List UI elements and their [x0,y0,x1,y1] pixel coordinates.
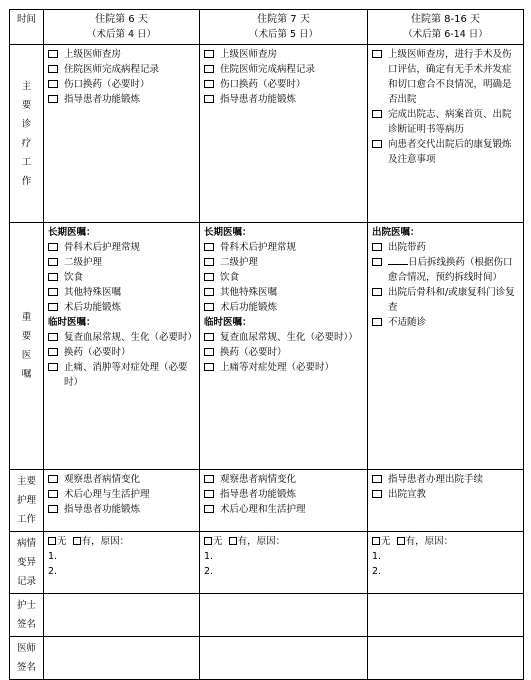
no-variation-label: 无 [381,536,391,547]
checklist-item[interactable] [48,92,195,107]
checkbox-icon[interactable] [48,490,58,498]
checklist-item[interactable] [204,502,363,517]
row-label-char: 变异 [16,557,36,568]
checkbox-icon[interactable] [372,140,382,148]
long-term-orders-heading: 长期医嘱： [48,227,96,238]
checklist-item-label: 换药（必要时） [64,347,131,358]
checklist-item-label: 上级医师查房，进行手术及伤口评估，确定有无手术并发症和切口愈合不良情况，明确是否出院 [388,49,512,105]
row-label-char: 签名 [16,619,36,630]
checkbox-icon[interactable] [372,243,382,251]
checkbox-icon[interactable] [48,303,58,311]
variation-options [204,534,363,549]
checklist-item[interactable] [48,300,195,315]
diagnosis-col-2 [200,45,368,223]
no-variation-checkbox[interactable] [372,537,380,545]
variation-options [372,534,519,549]
diagnosis-col-1 [44,45,200,223]
discharge-orders-heading: 出院医嘱： [372,227,420,238]
checklist-item-label: 复查血尿常规、生化（必要时） [64,332,198,343]
checklist-item-label: 其他特殊医嘱 [64,287,122,298]
checklist-item-text: 日后拆线换药（根据伤口愈合情况，预约拆线时间） [388,257,513,283]
checklist-item-label: 住院医师完成病程记录 [220,64,316,75]
diagnosis-row [10,45,524,223]
checkbox-icon[interactable] [372,475,382,483]
checklist-item[interactable] [48,77,195,92]
time-label: 时间 [10,10,44,45]
checklist-item-label: 向患者交代出院后的康复锻炼及注意事项 [388,139,512,165]
checklist-item-label: 止痛、消肿等对症处理（必要时） [64,362,188,388]
checklist-item-label [388,255,519,285]
checkbox-icon[interactable] [48,288,58,296]
day-header-1: 住院第 6 天 （术后第 4 日） [44,10,200,45]
diagnosis-col-3 [368,45,524,223]
row-label-char: 重 [21,312,32,323]
checklist-item[interactable] [372,47,519,107]
checklist-item[interactable] [204,285,363,300]
checklist-item[interactable] [48,472,195,487]
checklist-item[interactable] [372,240,519,255]
checkbox-icon[interactable] [48,505,58,513]
nurse-signature-row [10,594,524,637]
row-label-char: 护理 [16,495,36,506]
checkbox-icon[interactable] [204,490,214,498]
has-variation-reason-label: 有，原因： [405,536,454,547]
date-blank-field[interactable] [388,255,408,265]
checklist-item-label: 出院带药 [388,242,427,253]
checklist-item-label: 术后功能锻炼 [64,302,122,313]
row-label-char: 诊 [21,118,32,130]
checkbox-icon[interactable] [48,363,58,371]
checklist-item-label: 伤口换药（必要时） [64,79,150,90]
row-label-char: 要 [21,331,32,342]
checkbox-icon[interactable] [48,243,58,251]
checkbox-icon[interactable] [204,475,214,483]
checkbox-icon[interactable] [204,505,214,513]
checkbox-icon[interactable] [204,303,214,311]
doctor-signature-cell-1[interactable] [44,637,200,680]
doctor-signature-row [10,637,524,680]
checkbox-icon[interactable] [48,50,58,58]
has-variation-checkbox[interactable] [397,537,405,545]
checklist-item[interactable] [372,255,519,285]
checkbox-icon[interactable] [48,273,58,281]
day-header-3: 住院第 8-16 天 （术后第 6-14 日） [368,10,524,45]
orders-row-label [10,223,44,470]
checkbox-icon[interactable] [204,95,214,103]
checklist-item[interactable] [48,360,195,390]
variation-reason-line[interactable]: 1. [48,551,58,562]
checklist-item-label: 骨科术后护理常规 [64,242,141,253]
nursing-col-1 [44,470,200,532]
checklist-item[interactable] [48,240,195,255]
checkbox-icon[interactable] [204,258,214,266]
orders-col-2 [200,223,368,470]
diagnosis-row-label [10,45,44,223]
no-variation-checkbox[interactable] [48,537,56,545]
checklist-item[interactable] [204,270,363,285]
nursing-col-2 [200,470,368,532]
variation-row-label [10,532,44,594]
checklist-item-label: 饮食 [220,272,240,283]
variation-col-3 [368,532,524,594]
checklist-item[interactable] [48,487,195,502]
checklist-item[interactable] [48,62,195,77]
checklist-item-label: 其他特殊医嘱 [220,287,278,298]
checklist-item[interactable] [204,92,363,107]
variation-reason-line[interactable]: 2. [204,566,214,577]
temporary-orders-heading: 临时医嘱： [48,317,96,328]
row-label-char: 嘱 [21,369,32,380]
checkbox-icon[interactable] [204,288,214,296]
variation-reason-line[interactable]: 1. [204,551,214,562]
checkbox-icon[interactable] [204,50,214,58]
row-label-char: 签名 [16,662,36,673]
checklist-item[interactable] [48,285,195,300]
checklist-item-label: 指导患者功能锻炼 [220,489,297,500]
checkbox-icon[interactable] [48,65,58,73]
nursing-col-3 [368,470,524,532]
nurse-signature-label [10,594,44,637]
variation-col-1 [44,532,200,594]
checkbox-icon[interactable] [48,475,58,483]
checkbox-icon[interactable] [48,348,58,356]
variation-reason-line[interactable]: 2. [48,566,58,577]
checklist-item-label: 上痛等对症处理（必要时） [220,362,335,373]
checklist-item-label: 骨科术后护理常规 [220,242,297,253]
variation-row [10,532,524,594]
checklist-item-label: 指导患者功能锻炼 [64,504,141,515]
checklist-item[interactable] [48,502,195,517]
checklist-item[interactable] [372,285,519,315]
checklist-item[interactable] [204,47,363,62]
row-label-char: 疗 [21,137,32,149]
checklist-item[interactable] [372,487,519,502]
no-variation-label: 无 [57,536,67,547]
checkbox-icon[interactable] [204,243,214,251]
header-row [10,10,524,45]
row-label-char: 工 [21,156,32,168]
checkbox-icon[interactable] [204,348,214,356]
checklist-item-label: 伤口换药（必要时） [220,79,306,90]
checkbox-icon[interactable] [372,258,382,266]
checkbox-icon[interactable] [48,258,58,266]
checklist-item[interactable] [48,255,195,270]
row-label-char: 主要 [16,476,36,487]
checklist-item-label: 不适随诊 [388,317,427,328]
row-label-char: 医 [21,350,32,361]
checklist-item-label: 上级医师查房 [220,49,278,60]
checklist-item-label: 住院医师完成病程记录 [64,64,160,75]
checklist-item-label: 指导患者功能锻炼 [220,94,297,105]
checkbox-icon[interactable] [48,333,58,341]
doctor-signature-cell-3[interactable] [368,637,524,680]
checklist-item[interactable] [204,255,363,270]
long-term-orders-heading: 长期医嘱： [204,227,252,238]
no-variation-label: 无 [213,536,223,547]
variation-reason-line[interactable]: 1. [372,551,382,562]
checklist-item[interactable] [204,360,363,375]
checklist-item-label: 完成出院志、病案首页、出院诊断证明书等病历 [388,109,512,135]
checklist-item-label: 饮食 [64,272,84,283]
has-variation-checkbox[interactable] [229,537,237,545]
checklist-item[interactable] [48,330,198,345]
nurse-signature-cell-1[interactable] [44,594,200,637]
checklist-item-label: 观察患者病情变化 [220,474,297,485]
checklist-item[interactable] [204,62,363,77]
orders-col-1 [44,223,200,470]
temporary-orders-heading: 临时医嘱： [204,317,252,328]
checklist-item[interactable] [204,330,363,345]
checklist-item[interactable] [204,487,363,502]
has-variation-reason-label: 有，原因： [237,536,286,547]
checklist-item[interactable] [204,77,363,92]
nurse-signature-cell-2[interactable] [200,594,368,637]
checklist-item-label: 出院后骨科和/或康复科门诊复查 [388,287,515,313]
doctor-signature-label [10,637,44,680]
checklist-item-label: 术后心理与生活护理 [64,489,150,500]
checklist-item[interactable] [48,345,195,360]
checklist-item[interactable] [48,270,195,285]
row-label-char: 医师 [16,643,36,654]
checklist-item-label: 术后功能锻炼 [220,302,278,313]
has-variation-reason-label: 有，原因： [81,536,130,547]
no-variation-checkbox[interactable] [204,537,212,545]
checkbox-icon[interactable] [204,65,214,73]
checkbox-icon[interactable] [372,110,382,118]
variation-options [48,534,195,549]
nursing-row-label [10,470,44,532]
checkbox-icon[interactable] [204,273,214,281]
checklist-item-label: 二级护理 [220,257,259,268]
orders-row [10,223,524,470]
row-label-char: 要 [21,99,32,111]
nurse-signature-cell-3[interactable] [368,594,524,637]
checklist-item-label: 观察患者病情变化 [64,474,141,485]
row-label-char: 护士 [16,600,36,611]
row-label-char: 工作 [16,514,36,525]
orders-col-3 [368,223,524,470]
row-label-char: 主 [21,80,32,92]
day-header-2: 住院第 7 天 （术后第 5 日） [200,10,368,45]
checklist-item[interactable] [204,240,363,255]
checklist-item-label: 复查血尿常规、生化（必要时）） [220,332,358,343]
checklist-item[interactable] [204,300,363,315]
checklist-item[interactable] [204,345,363,360]
checklist-item[interactable] [372,472,519,487]
row-label-char: 作 [21,175,32,187]
row-label-char: 病情 [16,538,36,549]
checkbox-icon[interactable] [372,50,382,58]
checkbox-icon[interactable] [204,363,214,371]
checkbox-icon[interactable] [48,80,58,88]
variation-col-2 [200,532,368,594]
checklist-item[interactable] [372,107,519,137]
checklist-item[interactable] [372,137,519,167]
checkbox-icon[interactable] [204,80,214,88]
checklist-item[interactable] [48,47,195,62]
checklist-item-label: 上级医师查房 [64,49,122,60]
checklist-item-label: 指导患者办理出院手续 [388,474,484,485]
checklist-item-label: 二级护理 [64,257,103,268]
checklist-item[interactable] [204,472,363,487]
has-variation-checkbox[interactable] [73,537,81,545]
checklist-item-label: 术后心理和生活护理 [220,504,306,515]
row-label-char: 记录 [16,576,36,587]
checkbox-icon[interactable] [48,95,58,103]
checklist-item[interactable] [372,315,519,330]
doctor-signature-cell-2[interactable] [200,637,368,680]
checkbox-icon[interactable] [372,490,382,498]
checkbox-icon[interactable] [372,318,382,326]
checkbox-icon[interactable] [204,333,214,341]
checklist-item-label: 换药（必要时） [220,347,287,358]
checkbox-icon[interactable] [372,288,382,296]
checklist-item-label: 指导患者功能锻炼 [64,94,141,105]
checklist-item-label: 出院宣教 [388,489,427,500]
clinical-pathway-table [9,9,524,680]
variation-reason-line[interactable]: 2. [372,566,382,577]
nursing-row [10,470,524,532]
